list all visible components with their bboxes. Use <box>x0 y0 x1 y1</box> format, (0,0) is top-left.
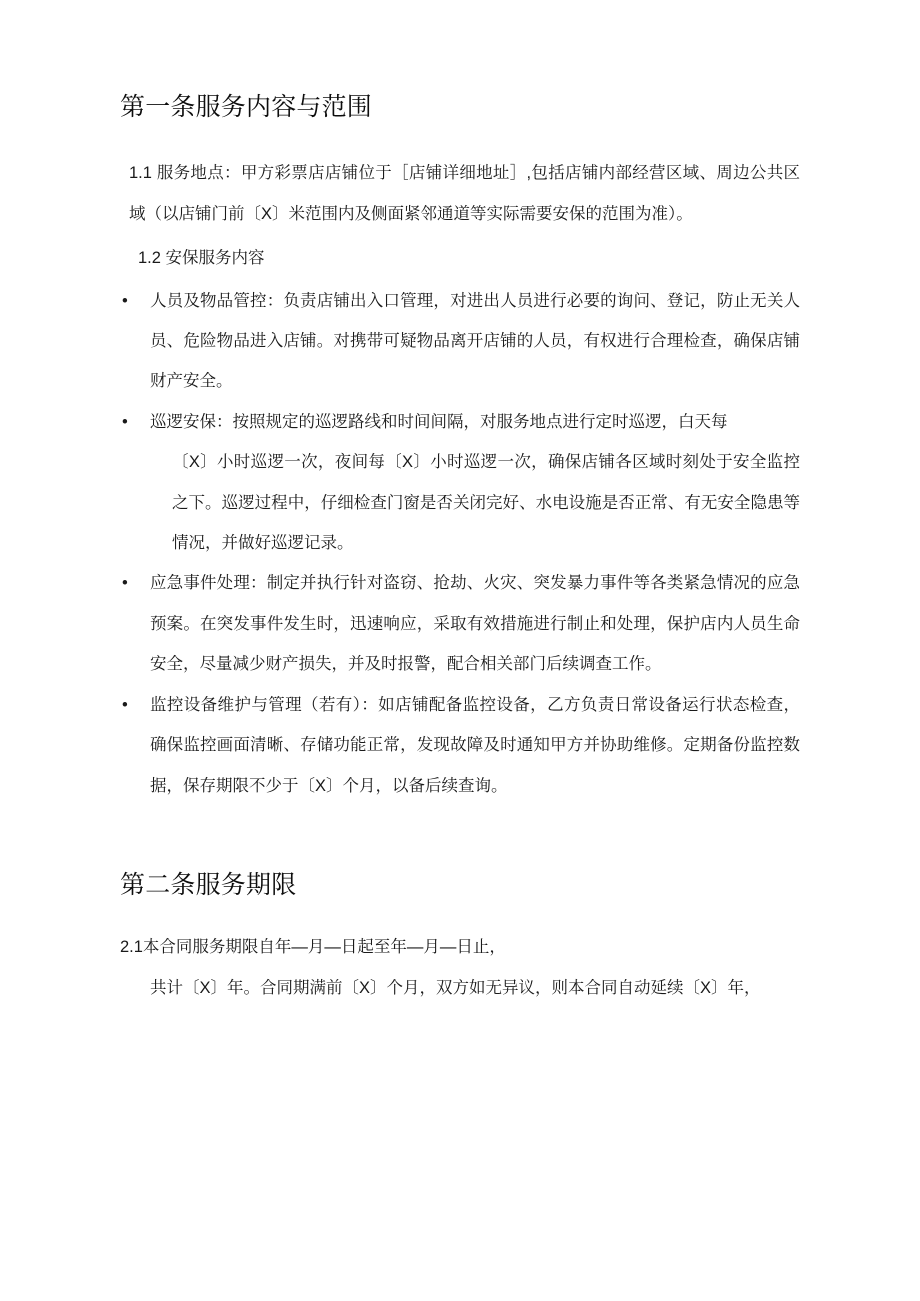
bullet-point-icon: • <box>122 574 128 593</box>
bullet-surveillance-maintenance-text: 监控设备维护与管理（若有）：如店铺配备监控设备，乙方负责日常设备运行状态检查，确保监控画面清晰、存储功能正常，发现故障及时通知甲方并协助维修。定期备份监控数据，保存期限不少于〔X〕个月，以备后续查询。 <box>150 695 800 795</box>
list-item <box>120 563 800 684</box>
bullet-point-icon: • <box>122 695 128 714</box>
section-1-heading: 第一条服务内容与范围 <box>120 93 373 121</box>
bullet-emergency-handling-text: 应急事件处理：制定并执行针对盗窃、抢劫、火灾、突发暴力事件等各类紧急情况的应急预案。在突发事件发生时，迅速响应，采取有效措施进行制止和处理，保护店内人员生命安全，尽量减少财产损失，并及时报警，配合相关部门后续调查工作。 <box>150 574 800 674</box>
clause-1-1-paragraph: 1.1 服务地点：甲方彩票店店铺位于［店铺详细地址］,包括店铺内部经营区域、周边公共区域（以店铺门前〔X〕米范围内及侧面紧邻通道等实际需要安保的范围为准）。 <box>129 164 800 223</box>
bullet-personnel-goods-control-text: 人员及物品管控：负责店铺出入口管理，对进出人员进行必要的询问、登记，防止无关人员、危险物品进入店铺。对携带可疑物品离开店铺的人员，有权进行合理检查，确保店铺财产安全。 <box>150 291 800 391</box>
section-2-block <box>120 870 800 901</box>
clause-2-1-line-1: 2.1本合同服务期限自年—月—日起至年—月—日止， <box>120 938 506 957</box>
clause-2-1-line-2: 共计〔X〕年。合同期满前〔X〕个月，双方如无异议，则本合同自动延续〔X〕年， <box>150 978 761 997</box>
section-1-block <box>120 92 800 123</box>
bullet-patrol-security-continuation: 〔X〕小时巡逻一次，夜间每〔X〕小时巡逻一次，确保店铺各区域时刻处于安全监控之下。巡逻过程中，仔细检查门窗是否关闭完好、水电设施是否正常、有无安全隐患等情况，并做好巡逻记录。 <box>172 453 800 553</box>
list-item <box>120 281 800 402</box>
bullet-point-icon: • <box>122 412 128 431</box>
section-2-heading: 第二条服务期限 <box>120 871 297 899</box>
service-content-bullet-list <box>120 281 800 806</box>
clause-1-2-label: 1.2 安保服务内容 <box>138 249 265 268</box>
bullet-patrol-security-text: 巡逻安保：按照规定的巡逻路线和时间间隔，对服务地点进行定时巡逻，白天每 <box>150 412 728 431</box>
bullet-point-icon: • <box>122 291 128 310</box>
document-body <box>120 0 800 1008</box>
list-item <box>120 685 800 806</box>
list-item <box>120 402 800 564</box>
